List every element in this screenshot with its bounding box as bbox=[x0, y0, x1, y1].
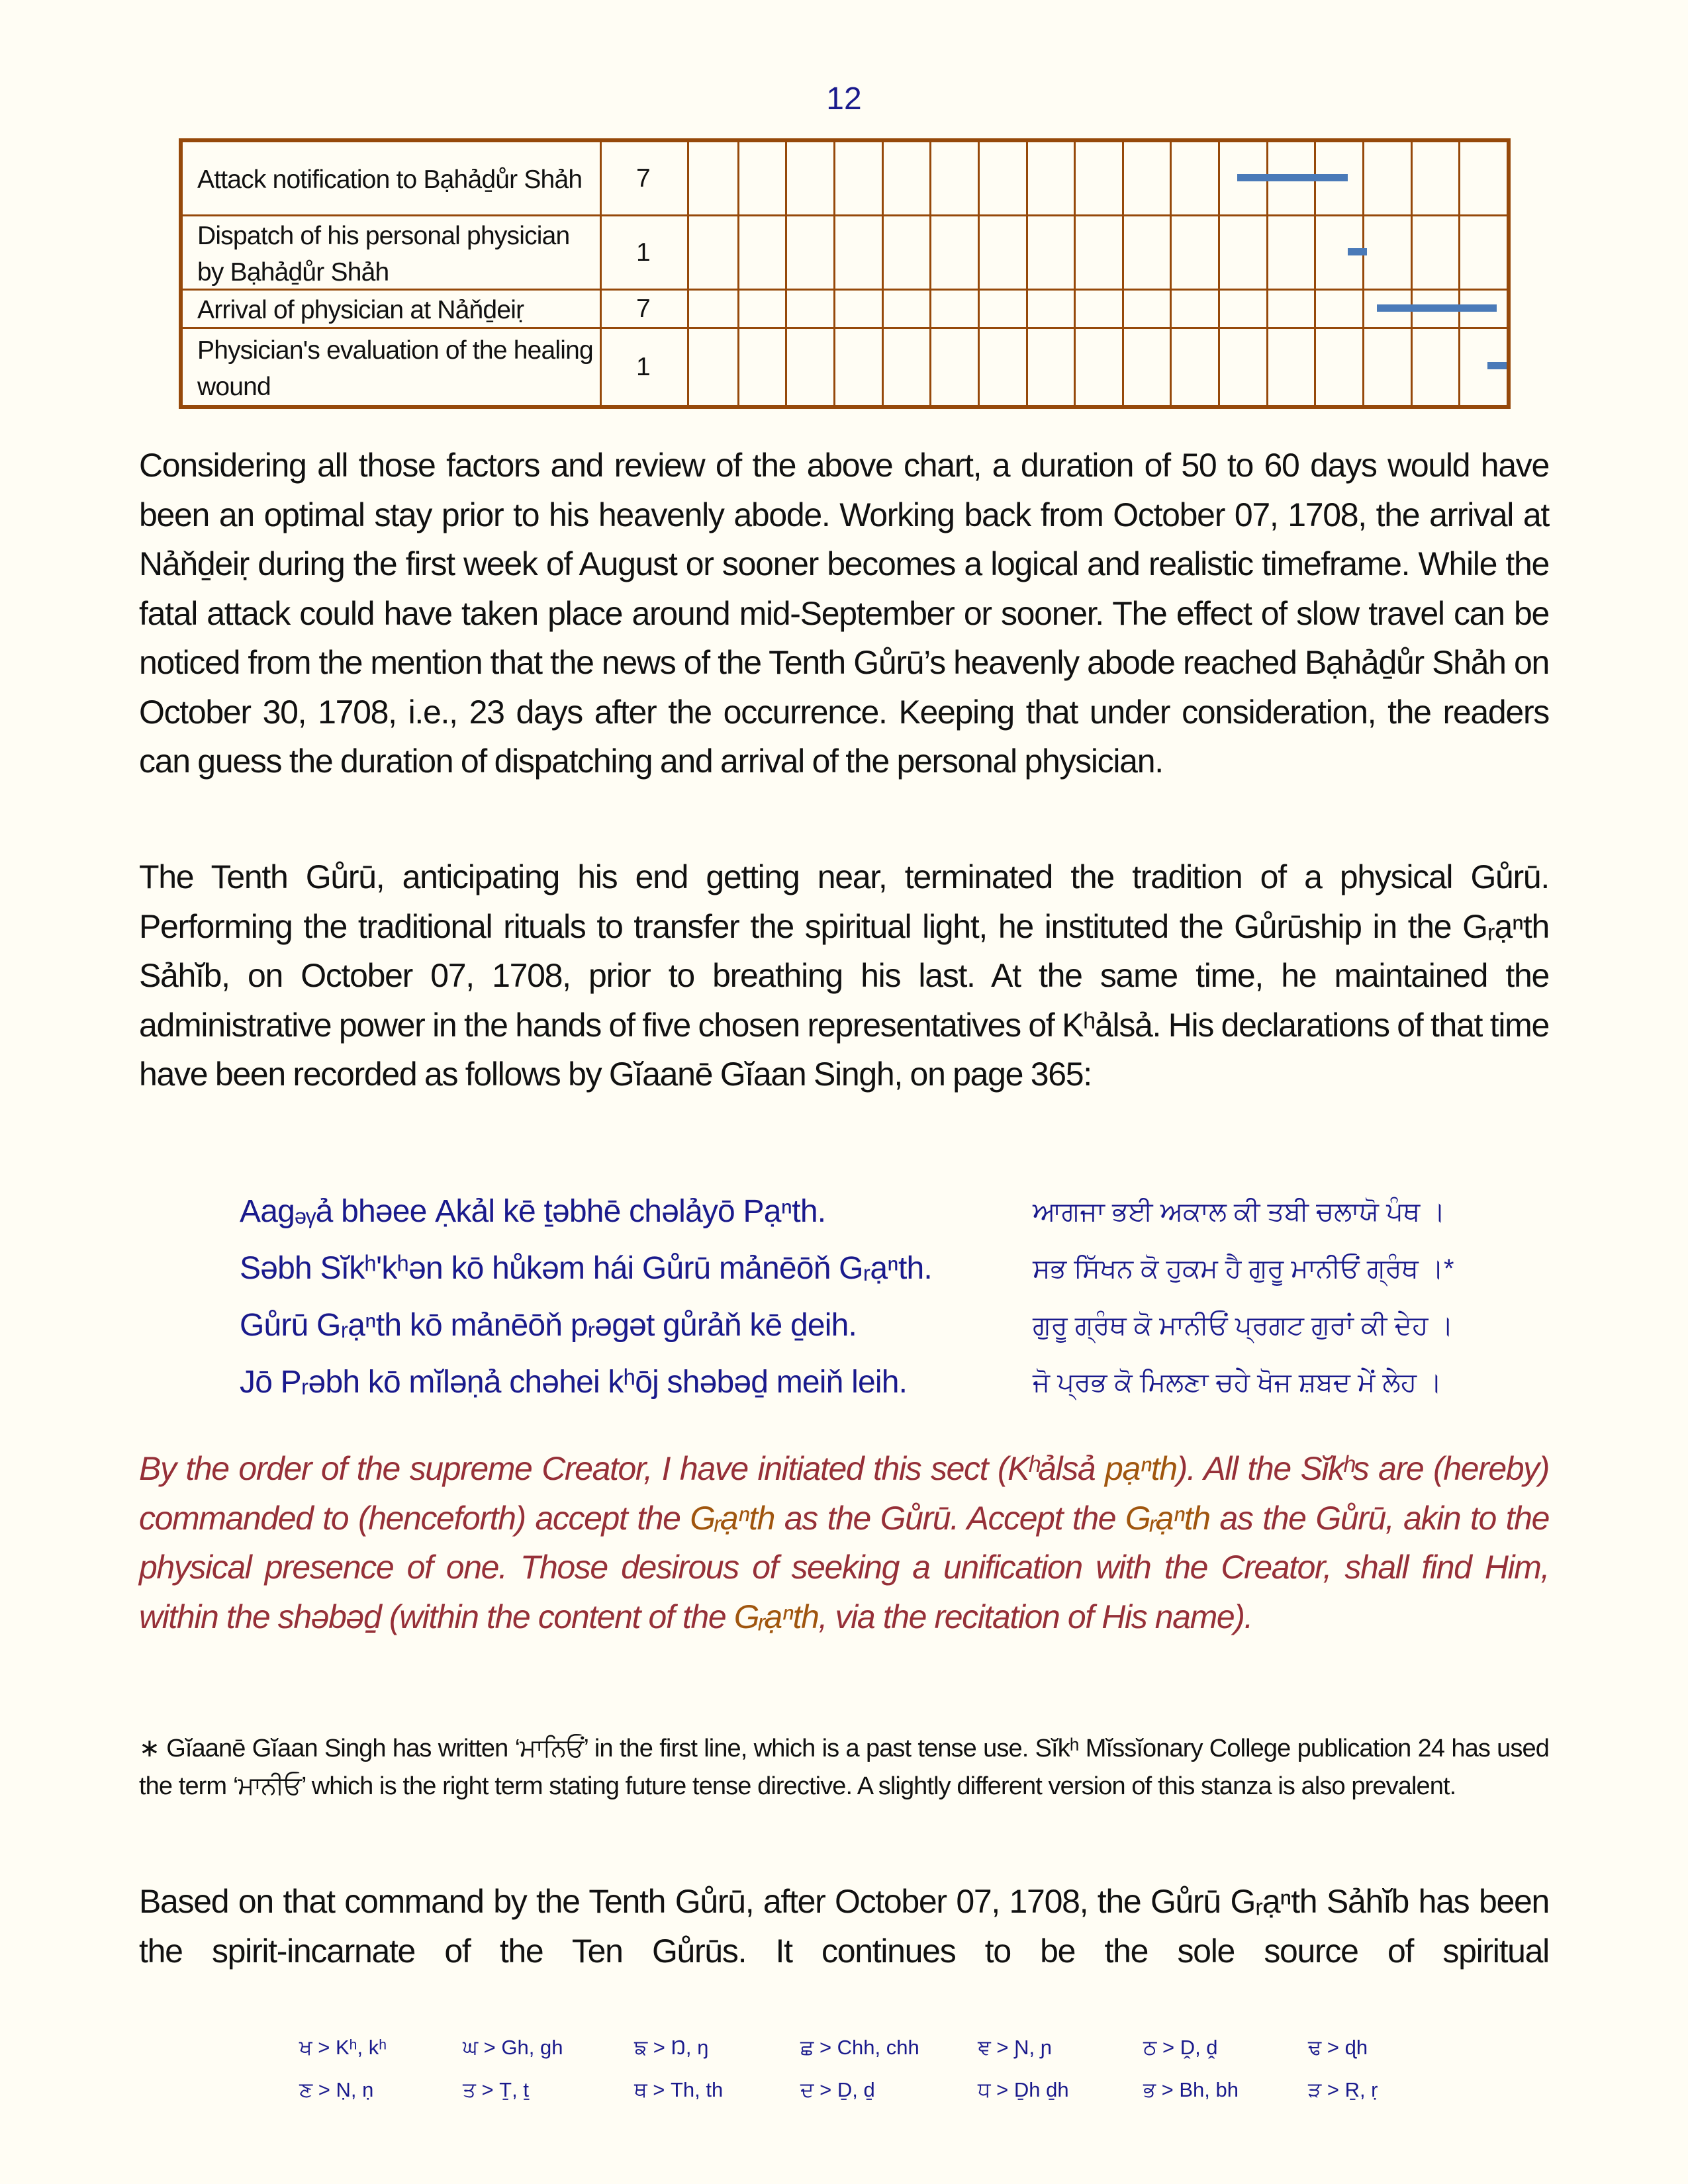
key-item: ਞ > Ɲ, ɲ bbox=[978, 2036, 1052, 2059]
translation-part: By the order of the supreme Creator, I have initiated this sect (Kʰảlsả bbox=[139, 1450, 1105, 1487]
gantt-gridline bbox=[737, 329, 739, 405]
gantt-gridline bbox=[785, 329, 787, 405]
gantt-gridline bbox=[929, 329, 931, 405]
gantt-timeline bbox=[689, 142, 1507, 214]
gantt-gridline bbox=[1026, 291, 1028, 327]
gantt-row bbox=[183, 291, 1507, 329]
gantt-task-label: Physician's evaluation of the healing wound bbox=[183, 329, 602, 405]
gantt-gridline bbox=[929, 291, 931, 327]
gantt-gridline bbox=[785, 142, 787, 214]
gantt-gridline bbox=[785, 216, 787, 289]
gantt-bar bbox=[1237, 174, 1348, 181]
gantt-gridline bbox=[1458, 142, 1460, 214]
verse-transliteration: Gůrū Gᵣạⁿth kō mảnēōň pᵣəgət gůrảň kē ḏeih. bbox=[240, 1308, 857, 1343]
gantt-gridline bbox=[978, 142, 980, 214]
key-item: ਣ > Ṇ, ṇ bbox=[299, 2078, 374, 2101]
gantt-gridline bbox=[1266, 291, 1268, 327]
gantt-gridline bbox=[882, 142, 884, 214]
translation-part: as the Gůrū, akin to the physical presence of one. Those desirous of seeking a unification with the Creator, shall find Him, within the shəbəḏ (within the content of the bbox=[139, 1499, 1549, 1635]
gantt-row bbox=[183, 329, 1507, 405]
gantt-gridline bbox=[1218, 291, 1220, 327]
key-item: ਭ > Bh, bh bbox=[1143, 2078, 1239, 2101]
gantt-timeline bbox=[689, 216, 1507, 289]
gantt-bar bbox=[1348, 248, 1367, 255]
gantt-gridline bbox=[1362, 291, 1364, 327]
gantt-gridline bbox=[1411, 216, 1413, 289]
gantt-duration-days: 7 bbox=[602, 291, 689, 327]
key-item: ਦ > Ḏ, ḏ bbox=[800, 2078, 875, 2101]
key-item: ਛ > Chh, chh bbox=[800, 2036, 919, 2059]
gantt-bar bbox=[1377, 304, 1497, 312]
gantt-gridline bbox=[1074, 216, 1076, 289]
gantt-task-label: Arrival of physician at Nảňḏeiṛ bbox=[183, 291, 602, 327]
verse-line bbox=[240, 1302, 1530, 1359]
paragraph-gurgaddi: The Tenth Gůrū, anticipating his end getting near, terminated the tradition of a physical Gůrū. Performing the traditional rituals to transfer the spiritual light, he instituted the Gůrūship in the Gᵣạⁿth Sảhĭb, on October 07, 1708, prior to breathing his last. At the same time, he maintained the administrative power in the hands of five chosen representatives of Kʰảlsả. His declarations of that time have been recorded as follows by Gĭaanē Gĭaan Singh, on page 365: bbox=[139, 858, 1549, 1093]
gantt-gridline bbox=[882, 329, 884, 405]
gantt-row bbox=[183, 142, 1507, 216]
gantt-gridline bbox=[1074, 291, 1076, 327]
term-panth: pạⁿth bbox=[1105, 1450, 1177, 1487]
key-item: ਤ > Ṯ, ṯ bbox=[463, 2078, 529, 2101]
gantt-gridline bbox=[1218, 216, 1220, 289]
gantt-gridline bbox=[1458, 329, 1460, 405]
footnote: ∗ Gĭaanē Gĭaan Singh has written ‘ਮਾਨਿਓਂ’ in the first line, which is a past tense use. Sĭkʰ Mĭssĭonary College publication 24 has used the term ‘ਮਾਨੀਓ’ which is the right term stating future tense directive. A slightly different version of this stanza is also prevalent. bbox=[139, 1735, 1549, 1800]
gantt-gridline bbox=[1074, 329, 1076, 405]
gantt-gridline bbox=[978, 329, 980, 405]
gantt-gridline bbox=[1314, 291, 1316, 327]
gantt-gridline bbox=[1170, 142, 1172, 214]
gantt-gridline bbox=[785, 291, 787, 327]
verse-gurmukhi: ਆਗਜਾ ਭਈ ਅਕਾਲ ਕੀ ਤਬੀ ਚਲਾਯੋ ਪੰਥ । bbox=[1033, 1197, 1446, 1226]
gantt-gridline bbox=[1122, 142, 1124, 214]
gantt-timeline bbox=[689, 329, 1507, 405]
gantt-gridline bbox=[978, 291, 980, 327]
gantt-gridline bbox=[1170, 291, 1172, 327]
gantt-gridline bbox=[1314, 216, 1316, 289]
key-item: ਘ > Gh, gh bbox=[463, 2036, 563, 2059]
gantt-gridline bbox=[833, 216, 835, 289]
key-item: ਙ > Ŋ, ŋ bbox=[634, 2036, 709, 2059]
verse-line bbox=[240, 1245, 1530, 1302]
verse-gurmukhi: ਜੋ ਪ੍ਰਭ ਕੋ ਮਿਲਣਾ ਚਹੇ ਖੋਜ ਸ਼ਬਦ ਮੇਂ ਲੇਹ । bbox=[1033, 1368, 1442, 1397]
paragraph-duration-analysis: Considering all those factors and review of the above chart, a duration of 50 to 60 days would have been an optimal stay prior to his heavenly abode. Working back from October 07, 1708, the arrival at Nảňḏeiṛ during the first week of August or sooner becomes a logical and realistic timeframe. While the fatal attack could have taken place around mid-September or sooner. The effect of slow travel can be noticed from the mention that the news of the Tenth Gůrū’s heavenly abode reached Bạhảḏůr Shảh on October 30, 1708, i.e., 23 days after the occurrence. Keeping that under consideration, the readers can guess the duration of dispatching and arrival of the personal physician. bbox=[139, 447, 1549, 780]
gantt-gridline bbox=[1026, 216, 1028, 289]
translation-part: as the Gůrū. Accept the bbox=[774, 1499, 1125, 1537]
gantt-gridline bbox=[1362, 329, 1364, 405]
key-item: ਧ > Ḏh ḏh bbox=[978, 2078, 1069, 2101]
gantt-gridline bbox=[737, 142, 739, 214]
term-granth: Gᵣạⁿth bbox=[1125, 1499, 1210, 1537]
gantt-gridline bbox=[737, 291, 739, 327]
verse-transliteration: Səbh Sĭkʰ'kʰən kō hůkəm hái Gůrū mảnēōň Gᵣạⁿth. bbox=[240, 1251, 932, 1286]
gantt-gridline bbox=[1266, 329, 1268, 405]
verse-transliteration: Jō Pᵣəbh kō mĭləṇả chəhei kʰōj shəbəḏ meiň leih. bbox=[240, 1365, 908, 1400]
gantt-gridline bbox=[833, 329, 835, 405]
gantt-task-label: Attack notification to Bạhảḏůr Shảh bbox=[183, 142, 602, 214]
gantt-gridline bbox=[1362, 142, 1364, 214]
gantt-gridline bbox=[978, 216, 980, 289]
gantt-gridline bbox=[1411, 329, 1413, 405]
gantt-duration-days: 1 bbox=[602, 329, 689, 405]
gantt-gridline bbox=[1218, 329, 1220, 405]
gantt-gridline bbox=[929, 142, 931, 214]
key-row bbox=[299, 2078, 1425, 2120]
gantt-gridline bbox=[1458, 216, 1460, 289]
verse-translation bbox=[139, 1444, 1549, 1641]
gantt-gridline bbox=[882, 216, 884, 289]
gantt-gridline bbox=[1170, 329, 1172, 405]
gantt-bar bbox=[1487, 362, 1507, 369]
page-number: 12 bbox=[826, 81, 862, 116]
gantt-gridline bbox=[737, 216, 739, 289]
key-item: ਢ > ɖh bbox=[1308, 2036, 1368, 2059]
key-row bbox=[299, 2036, 1425, 2078]
gantt-gridline bbox=[833, 142, 835, 214]
gantt-gridline bbox=[833, 291, 835, 327]
paragraph-spirit-incarnate: Based on that command by the Tenth Gůrū, after October 07, 1708, the Gůrū Gᵣạⁿth Sảhĭb has been the spirit-incarnate of the Ten Gůrūs. It continues to be the sole source of spiritual bbox=[139, 1883, 1549, 1970]
gantt-task-label: Dispatch of his personal physician by Bạhảḏůr Shảh bbox=[183, 216, 602, 289]
term-granth: Gᵣạⁿth bbox=[733, 1598, 819, 1635]
key-item: ਖ > Kʰ, kʰ bbox=[299, 2036, 387, 2059]
gantt-chart-table bbox=[179, 138, 1511, 409]
translation-part: , via the recitation of His name). bbox=[818, 1598, 1253, 1635]
gantt-duration-days: 7 bbox=[602, 142, 689, 214]
verse-gurmukhi: ਗੁਰੂ ਗ੍ਰੰਥ ਕੋ ਮਾਨੀਓਂ ਪ੍ਰਗਟ ਗੁਰਾਂ ਕੀ ਦੇਹ । bbox=[1033, 1311, 1454, 1340]
gantt-row bbox=[183, 216, 1507, 291]
gantt-gridline bbox=[1122, 216, 1124, 289]
gantt-gridline bbox=[1074, 142, 1076, 214]
verse-line bbox=[240, 1359, 1530, 1416]
gantt-gridline bbox=[1122, 291, 1124, 327]
gantt-gridline bbox=[1314, 329, 1316, 405]
translation-part: ). All the Sĭkʰs are (hereby) commanded to (henceforth) accept the bbox=[139, 1450, 1549, 1537]
gantt-gridline bbox=[929, 216, 931, 289]
gantt-gridline bbox=[1122, 329, 1124, 405]
key-item: ੜ > Ṟ, ṛ bbox=[1308, 2078, 1378, 2101]
gantt-gridline bbox=[1026, 142, 1028, 214]
gantt-gridline bbox=[882, 291, 884, 327]
key-item: ਠ > Ḓ, ḓ bbox=[1143, 2036, 1218, 2059]
gantt-gridline bbox=[1266, 216, 1268, 289]
verse-line bbox=[240, 1188, 1530, 1245]
verse-gurmukhi: ਸਭ ਸਿੱਖਨ ਕੋ ਹੁਕਮ ਹੈ ਗੁਰੂ ਮਾਨੀਓਂ ਗ੍ਰੰਥ ।* bbox=[1033, 1254, 1454, 1283]
term-granth: Gᵣạⁿth bbox=[690, 1499, 775, 1537]
gantt-timeline bbox=[689, 291, 1507, 327]
gantt-gridline bbox=[1170, 216, 1172, 289]
verse-block bbox=[240, 1188, 1530, 1416]
gantt-duration-days: 1 bbox=[602, 216, 689, 289]
key-item: ਥ > Th, th bbox=[634, 2078, 724, 2101]
verse-transliteration: Aagₔᵧả bhəee Ạkảl kē ṯəbhē chəlảyō Pạⁿth. bbox=[240, 1194, 826, 1229]
gantt-gridline bbox=[1026, 329, 1028, 405]
transliteration-key bbox=[299, 2036, 1425, 2120]
gantt-gridline bbox=[1218, 142, 1220, 214]
gantt-gridline bbox=[1411, 142, 1413, 214]
